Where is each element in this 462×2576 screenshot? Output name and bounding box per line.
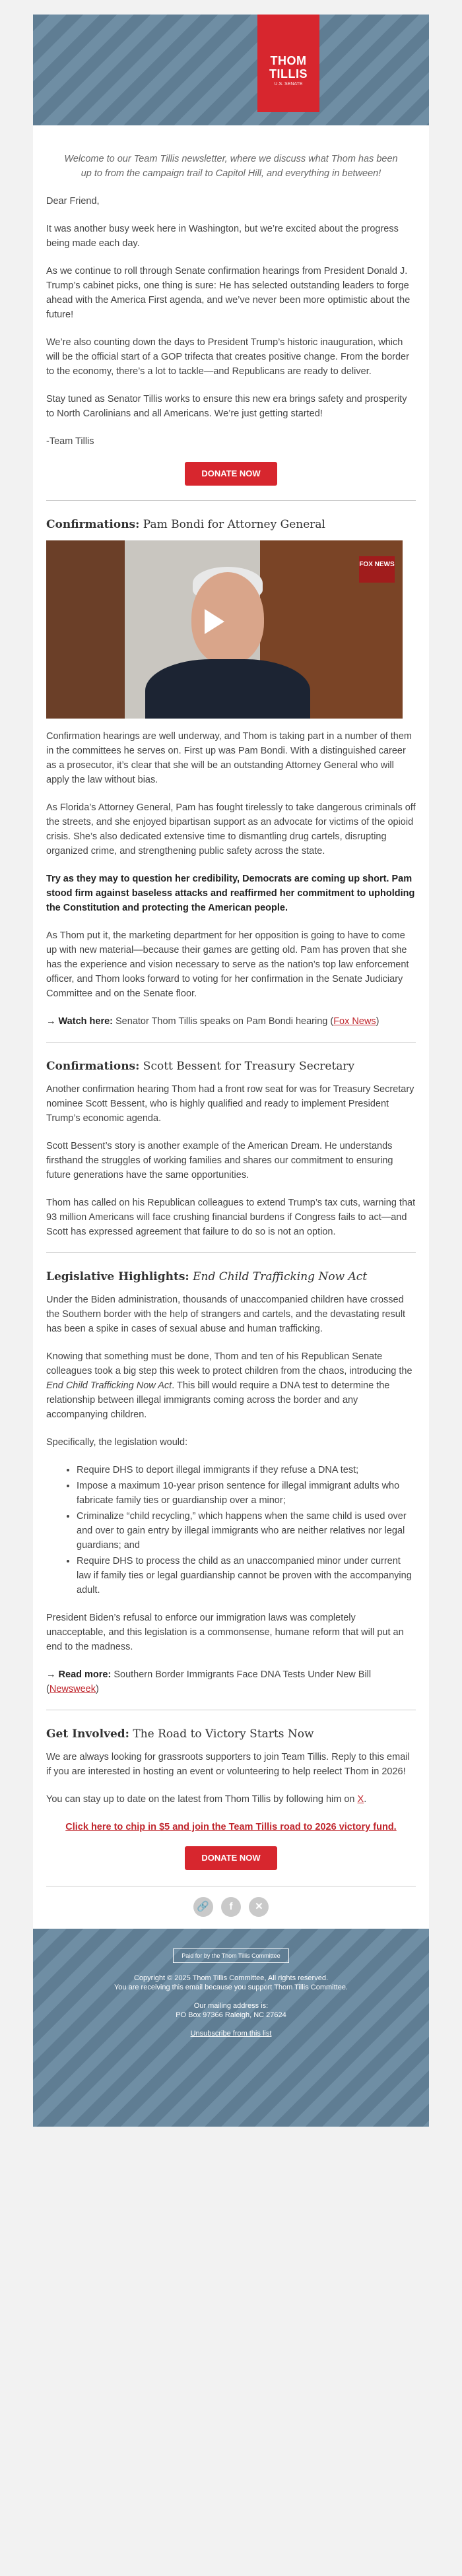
header-banner <box>33 15 429 125</box>
footer <box>33 1929 429 2127</box>
paragraph: As Florida’s Attorney General, Pam has fought tirelessly to take dangerous criminals off the streets, and she enjoyed bipartisan support as an advocate for victims of the opioid crisis. She’s also dedicated extensive time to dismantling drug cartels, disrupting organized crime, and strengthening public safety across the state. <box>46 802 416 856</box>
receiving-reason: You are receiving this email because you support Thom Tillis Committee. <box>114 1983 348 1991</box>
address-label: Our mailing address is: <box>193 2002 269 2010</box>
letter-paragraph: Stay tuned as Senator Tillis works to ensure this new era brings safety and prosperity to North Carolinians and all Americans. We’re just getting started! <box>46 394 407 419</box>
paragraph: Another confirmation hearing Thom had a front row seat for was for Treasury Secretary nominee Scott Bessent, who is highly qualified and ready to implement President Trump’s economic agenda. <box>46 1084 414 1124</box>
read-line: → Read more: Southern Border Immigrants Face DNA Tests Under New Bill (Newsweek) <box>46 1669 372 1694</box>
newsletter <box>33 15 429 2127</box>
signoff: -Team Tillis <box>46 436 94 447</box>
list-item: • Impose a maximum 10-year prison sentence for illegal immigrant adults who fabricate family ties or guardianship over a minor; <box>77 1479 416 1508</box>
paragraph: Scott Bessent’s story is another example of the American Dream. He understands firsthand the struggles of working families and shares our commitment to ensuring future generations have the same opportunities. <box>46 1141 393 1180</box>
watch-line: → Watch here: Senator Thom Tillis speaks on Pam Bondi hearing (Fox News) <box>46 1016 380 1027</box>
newsweek-link[interactable]: Newsweek <box>49 1684 96 1694</box>
paragraph: Try as they may to question her credibility, Democrats are coming up short. Pam stood firm against baseless attacks and reaffirmed her commitment to upholding the Constitution and protecting the American people. <box>46 874 415 913</box>
paragraph: Thom has called on his Republican colleagues to extend Trump’s tax cuts, warning that 93 million Americans will face crushing financial burdens if Congress fails to act—and Scott has expressed agreement that failure to do so is not an option. <box>46 1198 416 1237</box>
mailing-address: PO Box 97366 Raleigh, NC 27624 <box>176 2011 286 2019</box>
facebook-icon[interactable]: f <box>221 1897 241 1917</box>
section-title: Get Involved: The Road to Victory Starts Now <box>46 1727 314 1741</box>
section-title: Legislative Highlights: End Child Trafficking Now Act <box>46 1270 368 1283</box>
x-link[interactable]: X <box>357 1794 364 1805</box>
intro-text: Welcome to our Team Tillis newsletter, where we discuss what Thom has been up to from the campaign trail to Capitol Hill, and everything in between! <box>64 154 398 179</box>
tillis-logo[interactable] <box>257 15 319 112</box>
letter-paragraph: As we continue to roll through Senate confirmation hearings from President Donald J. Trump’s cabinet picks, one thing is sure: He has selected outstanding leaders to forge ahead with the America First agenda, and we’ve never been more optimistic about the future! <box>46 266 411 320</box>
video-thumbnail[interactable] <box>46 540 403 719</box>
chip-in-link[interactable]: Click here to chip in $5 and join the Team Tillis road to 2026 victory fund. <box>65 1822 397 1832</box>
paragraph: President Biden’s refusal to enforce our immigration laws was completely unacceptable, and this legislation is a commonsense, humane reform that will put an end to the madness. <box>46 1613 404 1652</box>
paragraph: We are always looking for grassroots supporters to join Team Tillis. Reply to this email if you are interested in hosting an event or volunteering to help reelect Thom in 2026! <box>46 1752 410 1777</box>
copyright: Copyright © 2025 Thom Tillis Committee, All rights reserved. <box>133 1974 328 1982</box>
paragraph: You can stay up to date on the latest from Thom Tillis by following him on X. <box>46 1794 367 1805</box>
paragraph: Confirmation hearings are well underway, and Thom is taking part in a number of them in the committees he serves on. First up was Pam Bondi. With a distinguished career as a prosecutor, it’s clear that she will be an outstanding Attorney General who will apply the law without bias. <box>46 731 412 785</box>
paragraph: Knowing that something must be done, Thom and ten of his Republican Senate colleagues took a big step this week to protect children from the chaos, introducing the End Child Trafficking Now Act. This bill would require a DNA test to determine the relationship between illegal immigrants coming across the border and any accompanying children. <box>46 1351 412 1420</box>
legislation-list <box>46 1463 416 1597</box>
section-title: Confirmations: Pam Bondi for Attorney General <box>46 518 325 531</box>
section-title: Confirmations: Scott Bessent for Treasury Secretary <box>46 1060 355 1073</box>
logo-line2: TILLIS <box>269 67 308 80</box>
greeting: Dear Friend, <box>46 196 100 207</box>
paid-for-notice: Paid for by the Thom Tillis Committee <box>173 1948 288 1963</box>
social-links <box>40 1886 422 1929</box>
donate-button[interactable]: DONATE NOW <box>185 462 277 486</box>
donate-button[interactable]: DONATE NOW <box>185 1846 277 1870</box>
logo-sub: U.S. SENATE <box>274 82 303 86</box>
list-item: • Require DHS to deport illegal immigrants if they refuse a DNA test; <box>77 1463 416 1477</box>
play-icon[interactable] <box>205 609 224 634</box>
list-item: • Require DHS to process the child as an unaccompanied minor under current law if family ties or legal guardianship cannot be proven with the accompanying adult. <box>77 1554 416 1597</box>
link-icon[interactable]: 🔗 <box>193 1897 213 1917</box>
unsubscribe-link[interactable]: Unsubscribe from this list <box>190 2030 272 2038</box>
paragraph: As Thom put it, the marketing department for her opposition is going to have to come up with new material—because their games are getting old. Pam has proven that she has the experience and vision necessary to serve as the nation’s top law enforcement officer, and Thom looks forward to voting for her confirmation in the Senate Judiciary Committee and on the Senate floor. <box>46 930 409 999</box>
fox-news-link[interactable]: Fox News <box>333 1016 376 1027</box>
x-icon[interactable]: ✕ <box>249 1897 269 1917</box>
paragraph: Specifically, the legislation would: <box>46 1437 188 1448</box>
list-item: • Criminalize “child recycling,” which happens when the same child is used over and over to gain entry by illegal immigrants who are neither relatives nor legal guardians; and <box>77 1509 416 1553</box>
letter-paragraph: We’re also counting down the days to President Trump’s historic inauguration, which will be the official start of a GOP trifecta that creates positive change. From the border to the economy, there’s a lot to tackle—and Republicans are ready to deliver. <box>46 337 409 377</box>
paragraph: Under the Biden administration, thousands of unaccompanied children have crossed the Southern border with the help of strangers and cartels, and the devastating result has been a spike in cases of sexual abuse and human trafficking. <box>46 1295 406 1334</box>
fox-news-logo: FOX NEWS <box>359 556 395 583</box>
logo-line1: THOM <box>270 54 307 67</box>
letter-paragraph: It was another busy week here in Washington, but we’re excited about the progress being made each day. <box>46 224 399 249</box>
